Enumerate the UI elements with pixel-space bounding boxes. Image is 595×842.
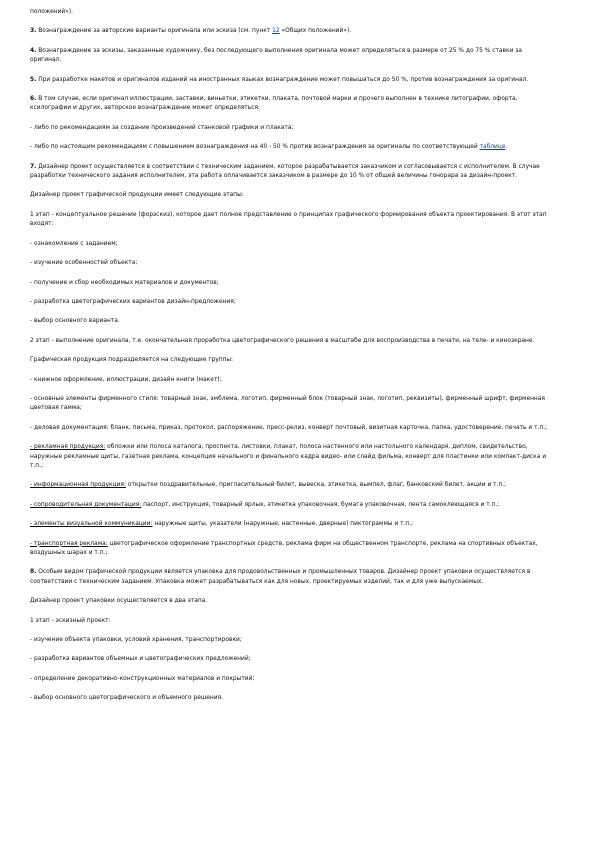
text: обложки или полоса каталога, проспекта, листовки, плакат, полоса настенного или настольного календаря, диплом, свидетельство, наружные рекламные щиты, газетная реклама, концепция начального и финального кадра видео- или слайд фильма, конверт для пластинки или компакт-диска и т.п.; bbox=[30, 444, 547, 469]
text: открытки поздравительные, пригласительный билет, вывеска, этикетка, вымпел, флаг, банковский билет, акции и т.п.; bbox=[125, 482, 507, 489]
list-item bbox=[30, 395, 555, 414]
text: - ознакомление с заданием; bbox=[30, 240, 118, 247]
list-item bbox=[30, 501, 555, 510]
item-number: 3. bbox=[30, 28, 37, 35]
paragraph bbox=[30, 191, 555, 200]
paragraph-item-4 bbox=[30, 47, 555, 66]
text: Дизайнер проект осуществляется в соответствии с техническим заданием, которое разрабатывается заказчиком и согласовывается с исполнителем. В случае разработки технического задания исполнителем, эта работа оплачивается заказчиком в размере до 10 % от общей величины гонорара за дизайн-проект. bbox=[30, 163, 540, 180]
text: паспорт, инструкция, товарный ярлык, этикетка упаковочная, бумага упаковочная, лента самоклеющаяся и т.п.; bbox=[141, 501, 500, 508]
item-number: 4. bbox=[30, 47, 37, 54]
category-label: - рекламная продукция: bbox=[30, 444, 106, 451]
text: «Общих положений»). bbox=[279, 28, 352, 35]
text: наружные щиты, указатели (наружные, настенные, дверные) пиктограммы и т.п.; bbox=[152, 521, 414, 528]
text: . bbox=[505, 144, 508, 151]
item-number: 7. bbox=[30, 163, 37, 170]
list-item bbox=[30, 124, 555, 133]
item-number: 5. bbox=[30, 76, 37, 83]
text: - изучение особенностей объекта; bbox=[30, 260, 138, 267]
text: 1 этап - эскизный проект: bbox=[30, 617, 111, 624]
text: Дизайнер проект упаковки осуществляется в два этапа. bbox=[30, 598, 208, 605]
category-label: - информационная продукция: bbox=[30, 482, 126, 489]
text: - деловая документация: бланк, письма, приказ, протокол, распоряжение, пресс-релиз, конверт почтовый, визитная карточка, папка, удостоверение, печать и т.п.; bbox=[30, 424, 548, 431]
text: Особым видом графической продукции является упаковка для продовольственных и промышленных товаров. Дизайнер проект упаковки осуществляется в соответствии с техническим заданием. Упаковка может разрабатываться как для новых, проектируемых изделий, так и для уже выпускаемых. bbox=[30, 569, 531, 585]
text: 2 этап - выполнение оригинала, т.е. окончательная проработка цветографического решения в масштабе для воспроизводства в печати, на теле- и кинозкране. bbox=[30, 337, 535, 344]
text: Дизайнер проект графической продукции имеет следующие этапы: bbox=[30, 192, 244, 199]
list-item bbox=[30, 540, 555, 559]
category-label: - сопроводительная документация: bbox=[30, 501, 142, 508]
category-label: - элементы визуальной коммуникации: bbox=[30, 521, 153, 528]
list-item bbox=[30, 655, 555, 664]
paragraph-item-7 bbox=[30, 163, 555, 182]
list-item bbox=[30, 443, 555, 471]
list-item bbox=[30, 317, 555, 326]
paragraph bbox=[30, 337, 555, 346]
text: Вознаграждение за эскизы, заказанные художнику, без последующего выполнения оригинала может определяться в размере от 25 % до 75 % ставки за оригинал. bbox=[30, 47, 523, 64]
text: Графическая продукция подразделяется на следующие группы: bbox=[30, 357, 234, 364]
text: - изучение объекта упаковки, условий хранения, транспортировки; bbox=[30, 637, 242, 644]
list-item bbox=[30, 240, 555, 249]
reference-link[interactable]: 12 bbox=[272, 28, 280, 35]
table-link[interactable]: таблице bbox=[479, 144, 506, 151]
paragraph bbox=[30, 211, 555, 230]
item-number: 6. bbox=[30, 96, 37, 103]
category-label: - транспортная реклама: bbox=[30, 540, 108, 547]
list-item bbox=[30, 636, 555, 645]
list-item bbox=[30, 376, 555, 385]
list-item bbox=[30, 481, 555, 490]
text: В том случае, если оригинал иллюстрации, заставки, виньетки, этикетки, плаката, почтовой марки и прочего выполнен в технике литографии, офорта, ксилографии и других, авторское вознаграждение может определяться: bbox=[30, 96, 518, 112]
paragraph-item-8 bbox=[30, 568, 555, 587]
text: - выбор основного цветографического и объемного решения. bbox=[30, 695, 223, 702]
list-item bbox=[30, 259, 555, 268]
text: цветографическое оформление транспортных средств, реклама фирм на общественном транспорте, реклама на спортивных объектах, воздушных шарах и т.п.; bbox=[30, 540, 538, 556]
item-number: 8. bbox=[30, 569, 37, 576]
paragraph bbox=[30, 356, 555, 365]
list-item bbox=[30, 298, 555, 307]
list-item bbox=[30, 694, 555, 703]
paragraph-item-6 bbox=[30, 95, 555, 114]
text: - разработка цветографических вариантов дизайн-предложения; bbox=[30, 298, 236, 305]
text: - либо по настоящим рекомендациям с повышением вознаграждения на 40 - 50 % против вознаграждения за оригиналы по соответствующей bbox=[30, 144, 480, 151]
text: - выбор основного варианта. bbox=[30, 318, 120, 325]
list-item bbox=[30, 424, 555, 433]
paragraph-item-3 bbox=[30, 27, 555, 36]
list-item bbox=[30, 675, 555, 684]
paragraph bbox=[30, 617, 555, 626]
text: 1 этап - концептуальное решение (форэскиз), которое дает полное представление о принципах графического формирования объекта проектирования. В этот этап входят: bbox=[30, 211, 547, 228]
text: - либо по рекомендациям за создание произведений станковой графики и плаката; bbox=[30, 124, 294, 131]
list-item bbox=[30, 143, 555, 152]
text: положений»). bbox=[30, 9, 74, 15]
list-item bbox=[30, 279, 555, 288]
text: - разработка вариантов объемных и цветографических предложений; bbox=[30, 656, 251, 663]
paragraph bbox=[30, 597, 555, 606]
text: При разработке макетов и оригиналов изданий на иностранных языках вознаграждение может повышаться до 50 %, против вознаграждения за оригинал. bbox=[36, 76, 529, 83]
text: - определение декоративно-конструкционных материалов и покрытий; bbox=[30, 675, 255, 682]
text: - основные элементы фирменного стиля: товарный знак, эмблема, логотип, фирменный блок (товарный знак, логотип, реквизиты), фирменный шрифт, фирменная цветовая гамма; bbox=[30, 395, 545, 412]
list-item bbox=[30, 520, 555, 529]
paragraph-continuation bbox=[30, 8, 555, 17]
text: - получение и сбор необходимых материалов и документов; bbox=[30, 279, 219, 286]
paragraph-item-5 bbox=[30, 76, 555, 85]
text: - книжное оформление, иллюстрации, дизайн книги (макет); bbox=[30, 376, 222, 383]
text: Вознаграждение за авторские варианты оригинала или эскиза (см. пункт bbox=[36, 28, 273, 35]
